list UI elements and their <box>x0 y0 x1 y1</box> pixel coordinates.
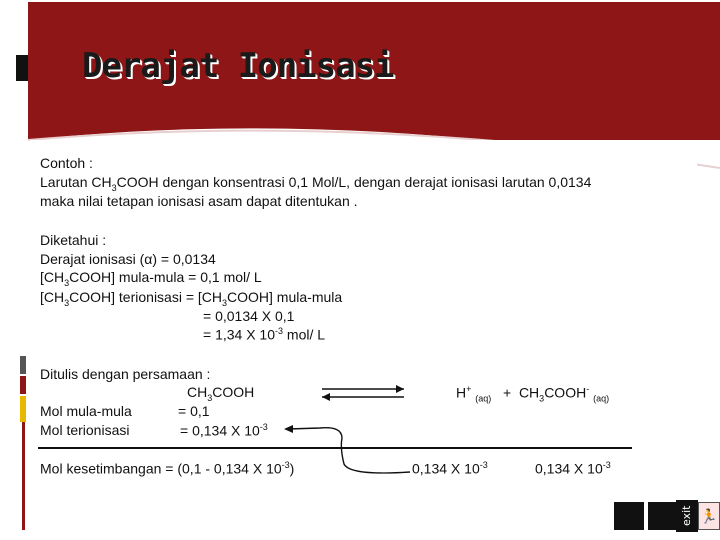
mol-mula-label: Mol mula-mula <box>40 403 132 419</box>
derajat-ionisasi-line: Derajat ionisasi (α) = 0,0134 <box>40 251 216 267</box>
prev-button[interactable] <box>614 502 644 530</box>
kesetimbangan-acetate-value: 0,134 X $10^{-3}$ <box>535 460 611 477</box>
equation-products: H+ $_{(aq)}$ + $CH_3COOH^-$ $_{(aq)}$ <box>456 384 610 404</box>
mol-terionisasi-value: = 0,134 X $10^{-3}$ <box>180 422 268 439</box>
sidebar-accent-gray <box>20 356 26 374</box>
equilibrium-arrow-icon <box>318 382 408 404</box>
mol-kesetimbangan-label: Mol kesetimbangan = (0,1 - 0,134 X $10^{-3}$) <box>40 460 295 477</box>
sidebar-accent-yellow <box>20 396 26 422</box>
sidebar-accent-line <box>22 422 25 530</box>
next-button[interactable] <box>648 502 678 530</box>
calc-line-2: = 1,34 X $10^{-3}$ mol/ L <box>203 326 326 343</box>
equation-reactant: $CH_3COOH$ <box>187 384 255 403</box>
mula-mula-line: $[CH_3COOH]$ mula-mula = 0,1 mol/ L <box>40 269 262 288</box>
ditulis-label: Ditulis dengan persamaan : <box>40 366 211 382</box>
diketahui-label: Diketahui : <box>40 232 107 248</box>
sidebar-accent-red <box>20 376 26 394</box>
title-marker <box>16 55 28 81</box>
curved-arrow-icon <box>280 418 420 480</box>
exit-figure-icon[interactable]: 🏃 <box>698 502 720 530</box>
contoh-line-1: Larutan $CH_3COOH$ dengan konsentrasi 0,1 Mol/L, dengan derajat ionisasi larutan 0,0134 <box>40 174 592 193</box>
divider-line <box>38 447 632 449</box>
calc-line-1: = 0,0134 X 0,1 <box>203 308 295 324</box>
contoh-label: Contoh : <box>40 155 93 171</box>
contoh-line-2: maka nilai tetapan ionisasi asam dapat ditentukan . <box>40 193 358 209</box>
slide-title: Derajat Ionisasi <box>82 46 394 86</box>
terionisasi-line: $[CH_3COOH]$ terionisasi = $[CH_3COOH]$ mula-mula <box>40 289 343 308</box>
exit-button[interactable]: exit <box>676 500 698 532</box>
mol-mula-value: = 0,1 <box>178 403 210 419</box>
kesetimbangan-h-value: 0,134 X $10^{-3}$ <box>412 460 488 477</box>
mol-terionisasi-label: Mol terionisasi <box>40 422 130 438</box>
